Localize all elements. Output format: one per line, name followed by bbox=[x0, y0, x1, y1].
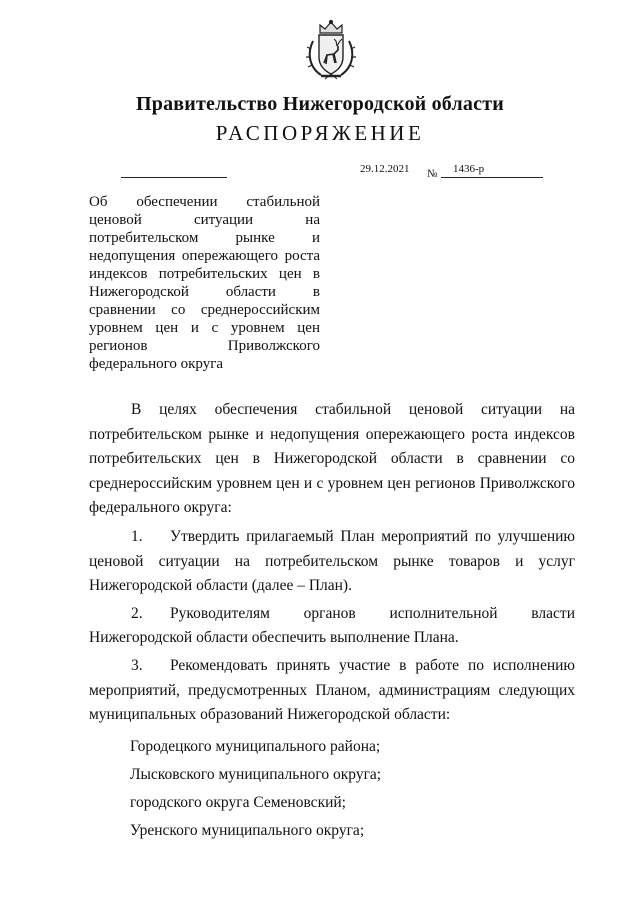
document-date: 29.12.2021 bbox=[360, 163, 410, 175]
item-text: Рекомендовать принять участие в работе по исполнению мероприятий, предусмотренных Планом, администрациям следующих муниципальных образований Нижегородской области: bbox=[89, 656, 575, 724]
item-number: 3. bbox=[131, 656, 143, 674]
municipality-item: городского округа Семеновский; bbox=[130, 794, 346, 811]
municipality-item: Городецкого муниципального района; bbox=[130, 738, 381, 755]
document-type-title: РАСПОРЯЖЕНИЕ bbox=[215, 121, 425, 145]
municipality-item: Уренского муниципального округа; bbox=[130, 822, 365, 839]
document-subject: Об обеспечении стабильной ценовой ситуации на потребительском рынке и недопущения опережающего роста индексов потребительских цен в Нижегородской области в сравнении со среднероссийским уровнем цен и с уровнем цен регионов Приволжского федерального округа bbox=[89, 194, 320, 372]
number-sign: № bbox=[427, 168, 438, 180]
document-body bbox=[89, 398, 575, 728]
organization-title: Правительство Нижегородской области bbox=[136, 93, 504, 115]
order-item-2 bbox=[89, 602, 575, 651]
item-text: Руководителям органов исполнительной власти Нижегородской области обеспечить выполнение Плана. bbox=[89, 604, 575, 647]
coat-of-arms-emblem bbox=[303, 19, 359, 81]
order-item-1 bbox=[89, 525, 575, 599]
municipality-item: Лысковского муниципального округа; bbox=[130, 766, 382, 783]
number-underline bbox=[441, 177, 543, 178]
item-number: 2. bbox=[131, 604, 143, 622]
preamble-paragraph: В целях обеспечения стабильной ценовой ситуации на потребительском рынке и недопущения опережающего роста индексов потребительских цен в Нижегородской области в сравнении со среднероссийским уровнем цен и с уровнем цен регионов Приволжского федерального округа: bbox=[89, 401, 575, 517]
item-number: 1. bbox=[131, 527, 143, 545]
order-item-3 bbox=[89, 654, 575, 728]
item-text: Утвердить прилагаемый План мероприятий по улучшению ценовой ситуации на потребительском рынке товаров и услуг Нижегородской области (далее – План). bbox=[89, 527, 575, 595]
blank-date-line bbox=[121, 177, 227, 178]
document-number: 1436-р bbox=[453, 163, 485, 175]
